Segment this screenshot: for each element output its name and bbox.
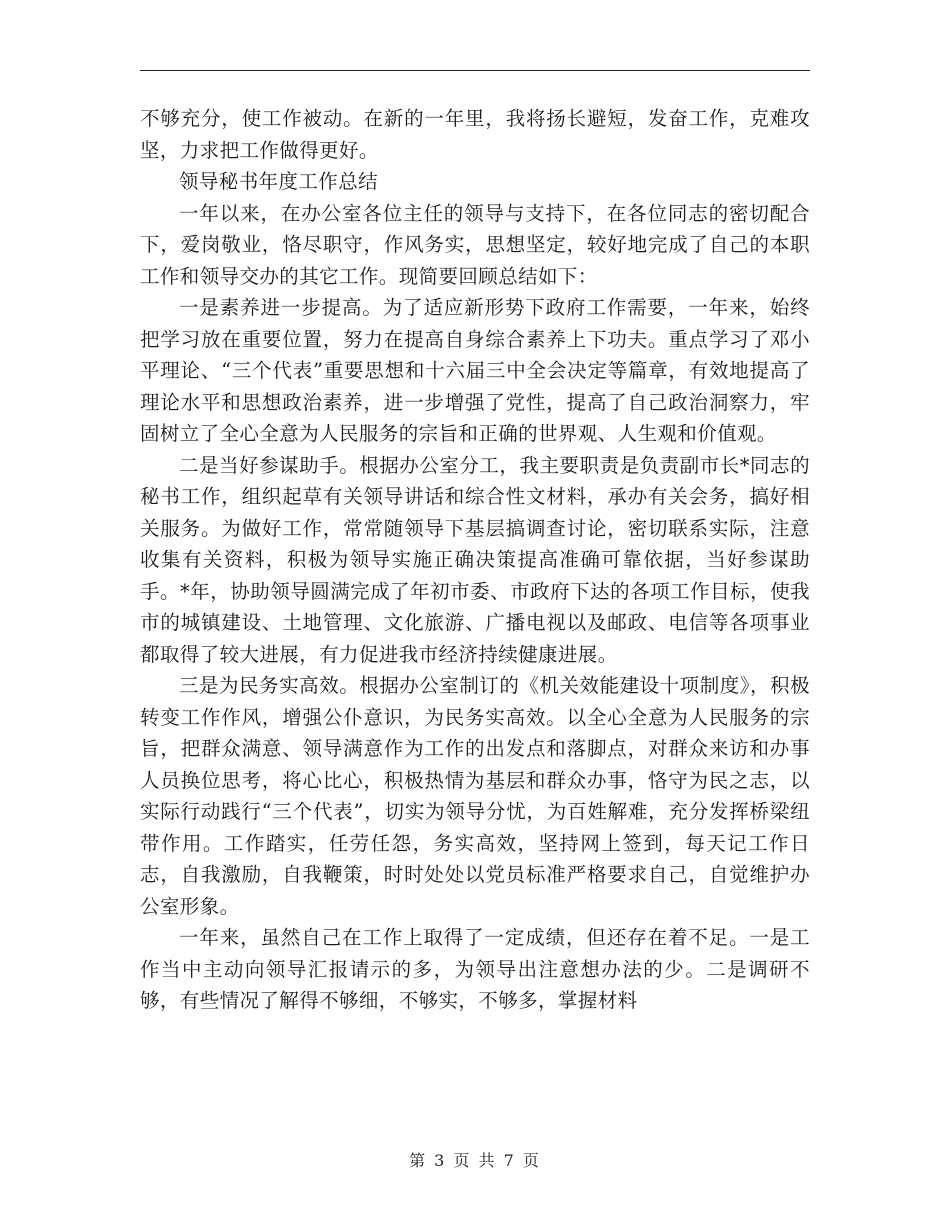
section-title: 领导秘书年度工作总结 — [179, 170, 379, 193]
document-body — [140, 103, 810, 1017]
paragraph-shortcomings: 一年来，虽然自己在工作上取得了一定成绩，但还存在着不足。一是工作当中主动向领导汇报请示的多，为领导出注意想办法的少。二是调研不够，有些情况了解得不够细，不够实，不够多，掌握材料 — [140, 926, 810, 1012]
header-rule — [140, 70, 810, 71]
paragraph-intro: 一年以来，在办公室各位主任的领导与支持下，在各位同志的密切配合下，爱岗敬业，恪尽职守，作风务实，思想坚定，较好地完成了自己的本职工作和领导交办的其它工作。现简要回顾总结如下： — [140, 201, 810, 288]
page-number: 第 3 页 共 7 页 — [409, 1151, 541, 1170]
paragraph-continuation: 不够充分，使工作被动。在新的一年里，我将扬长避短，发奋工作，克难攻坚，力求把工作做得更好。 — [140, 107, 810, 162]
paragraph-point-two: 二是当好参谋助手。根据办公室分工，我主要职责是负责副市长*同志的秘书工作，组织起草有关领导讲话和综合性文材料，承办有关会务，搞好相关服务。为做好工作，常常随领导下基层搞调查讨论，密切联系实际，注意收集有关资料，积极为领导实施正确决策提高准确可靠依据，当好参谋助手。*年，协助领导圆满完成了年初市委、市政府下达的各项工作目标，使我市的城镇建设、土地管理、文化旅游、广播电视以及邮政、电信等各项事业都取得了较大进展，有力促进我市经济持续健康进展。 — [140, 453, 810, 666]
paragraph-point-three: 三是为民务实高效。根据办公室制订的《机关效能建设十项制度》，积极转变工作作风，增强公仆意识，为民务实高效。以全心全意为人民服务的宗旨，把群众满意、领导满意作为工作的出发点和落脚点，对群众来访和办事人员换位思考，将心比心，积极热情为基层和群众办事，恪守为民之志，以实际行动践行“三个代表”，切实为领导分忧，为百姓解难，充分发挥桥梁纽带作用。工作踏实，任劳任怨，务实高效，坚持网上签到，每天记工作日志，自我激励，自我鞭策，时时处处以党员标准严格要求自己，自觉维护办公室形象。 — [140, 674, 810, 918]
paragraph-point-one: 一是素养进一步提高。为了适应新形势下政府工作需要，一年来，始终把学习放在重要位置，努力在提高自身综合素养上下功夫。重点学习了邓小平理论、“三个代表”重要思想和十六届三中全会决定等篇章，有效地提高了理论水平和思想政治素养，进一步增强了党性，提高了自己政治洞察力，牢固树立了全心全意为人民服务的宗旨和正确的世界观、人生观和价值观。 — [140, 296, 810, 445]
